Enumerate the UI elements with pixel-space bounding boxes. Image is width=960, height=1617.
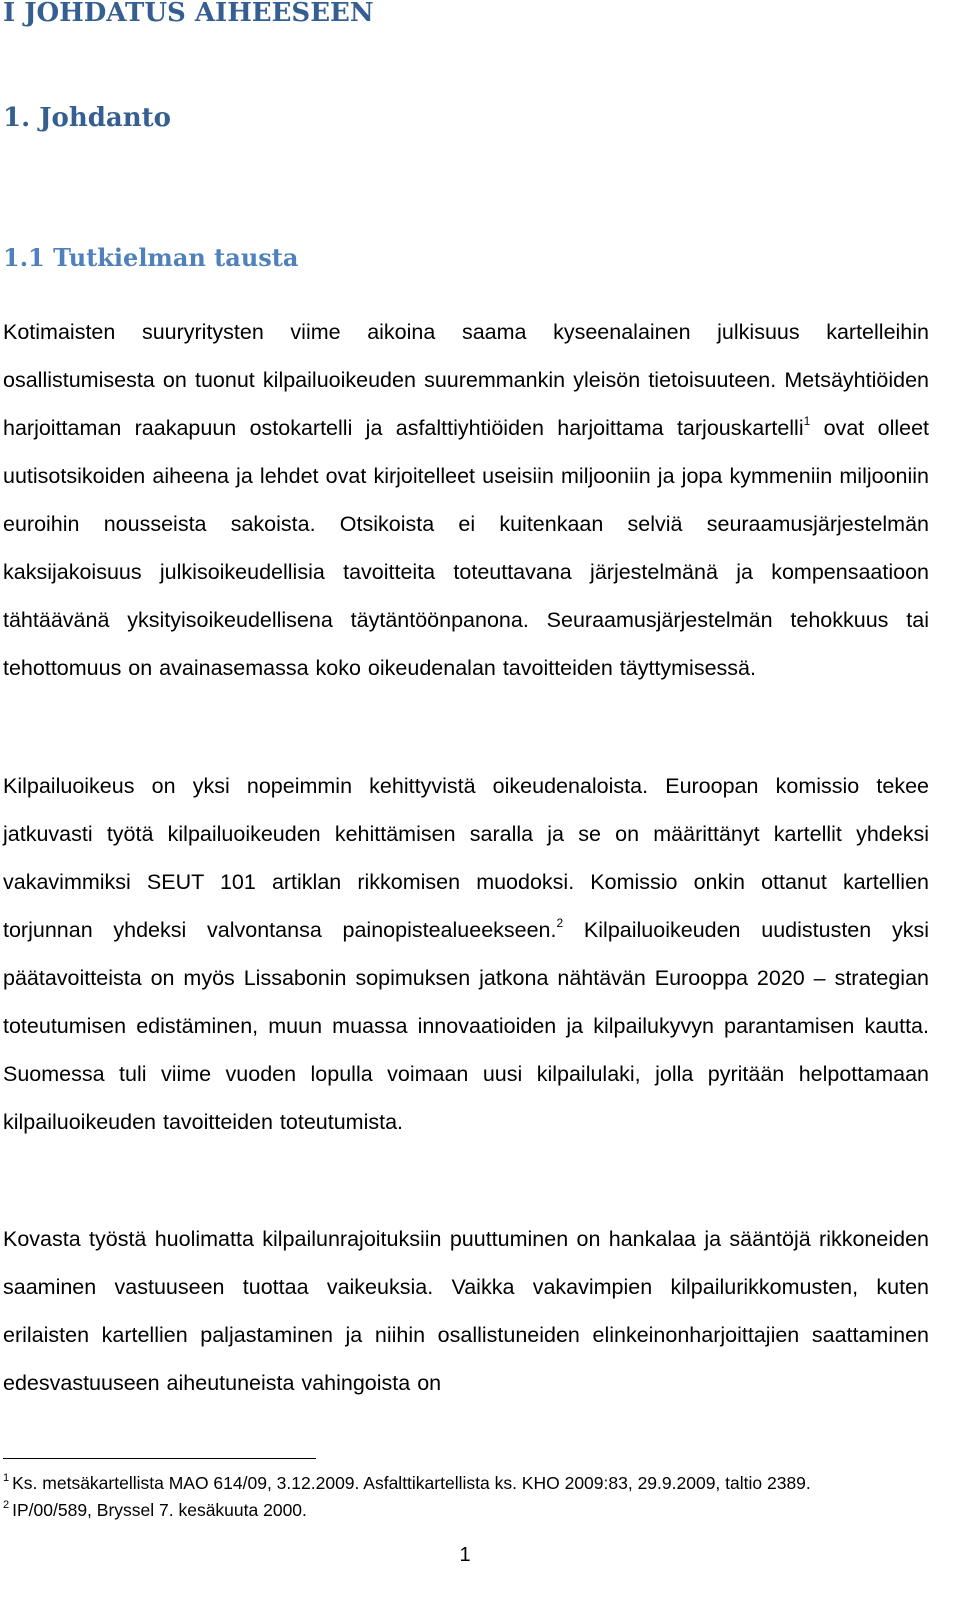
footnote-2-number: 2 [3,1499,10,1511]
section-heading: 1.1 Tutkielman tausta [3,243,299,272]
paragraph-1-text-a: Kotimaisten suuryritysten viime aikoina saama kyseenalainen julkisuus kartelleihin osallistumisesta on tuonut kilpailuoikeuden suuremmankin yleisön tietoisuuteen. Metsäyhtiöiden harjoittaman raakapuun ostokartelli ja asfalttiyhtiöiden harjoittama tarjouskartelli [3,320,929,440]
chapter-heading: 1. Johdanto [3,103,172,133]
paragraph-3: Kovasta työstä huolimatta kilpailunrajoituksiin puuttuminen on hankalaa ja sääntöjä rikkoneiden saaminen vastuuseen tuottaa vaikeuksia. Vaikka vakavimpien kilpailurikkomusten, kuten erilaisten kartellien paljastaminen ja niihin osallistuneiden elinkeinonharjoittajien saattaminen edesvastuuseen aiheutuneista vahingoista on [3,1227,929,1395]
paragraph-2 [3,762,929,1146]
footnote-2 [3,1499,943,1521]
paragraph-2-text-b: Kilpailuoikeuden uudistusten yksi päätavoitteista on myös Lissabonin sopimuksen jatkona nähtävän Eurooppa 2020 – strategian toteutumisen edistäminen, muun muassa innovaatioiden ja kilpailukyvyn parantamisen kautta. Suomessa tuli viime vuoden lopulla voimaan uusi kilpailulaki, jolla pyritään helpottamaan kilpailuoikeuden tavoitteiden toteutumista. [3,918,929,1134]
footnote-separator [3,1458,316,1459]
footnote-1-number: 1 [3,1472,10,1484]
paragraph-1 [3,308,929,692]
footnote-ref-2[interactable]: 2 [556,916,564,930]
footnote-2-text: IP/00/589, Bryssel 7. kesäkuuta 2000. [12,1500,307,1520]
page-number: 1 [459,1544,471,1566]
paragraph-1-text-b: ovat olleet uutisotsikoiden aiheena ja lehdet ovat kirjoitelleet useisiin miljooniin ja jopa kymmeniin miljooniin euroihin nousseista sakoista. Otsikoista ei kuitenkaan selviä seuraamusjärjestelmän kaksijakoisuus julkisoikeudellisia tavoitteita toteuttavana järjestelmänä ja kompensaatioon tähtäävänä yksityisoikeudellisena täytäntöönpanona. Seuraamusjärjestelmän tehokkuus tai tehottomuus on avainasemassa koko oikeudenalan tavoitteiden täyttymisessä. [3,416,930,680]
paragraph-2-text-a: Kilpailuoikeus on yksi nopeimmin kehittyvistä oikeudenaloista. Euroopan komissio tekee jatkuvasti työtä kilpailuoikeuden kehittämisen saralla ja se on määrittänyt kartellit yhdeksi vakavimmiksi SEUT 101 artiklan rikkomisen muodoksi. Komissio onkin ottanut kartellien torjunnan yhdeksi valvontansa painopistealueekseen. [3,774,929,942]
footnote-1-text: Ks. metsäkartellista MAO 614/09, 3.12.2009. Asfalttikartellista ks. KHO 2009:83, 29.9.2009, taltio 2389. [12,1473,811,1493]
part-heading: I JOHDATUS AIHEESEEN [3,0,374,28]
footnote-ref-1[interactable]: 1 [803,414,811,428]
footnote-1 [3,1472,943,1494]
